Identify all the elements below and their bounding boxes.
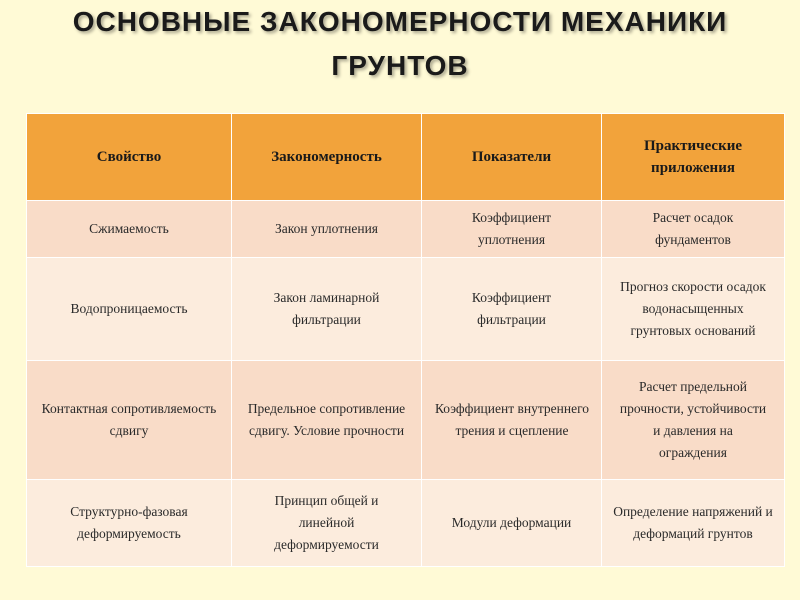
cell-indicators: Модули деформации: [422, 480, 602, 567]
header-property: Свойство: [27, 114, 232, 201]
cell-property: Структурно-фазовая деформируемость: [27, 480, 232, 567]
table-row: [27, 201, 785, 258]
cell-law: Закон уплотнения: [232, 201, 422, 258]
cell-law: Предельное сопротивление сдвигу. Условие прочности: [232, 361, 422, 480]
header-applications: Практические приложения: [602, 114, 785, 201]
table-row: [27, 258, 785, 361]
cell-law: Принцип общей и линейной деформируемости: [232, 480, 422, 567]
cell-property: Водопроницаемость: [27, 258, 232, 361]
cell-applications: Расчет осадок фундаментов: [602, 201, 785, 258]
soil-mechanics-table: [26, 113, 785, 567]
slide-title-line-2: ГРУНТОВ: [331, 50, 469, 81]
cell-indicators: Коэффициент фильтрации: [422, 258, 602, 361]
cell-property: Сжимаемость: [27, 201, 232, 258]
cell-applications: Определение напряжений и деформаций грунтов: [602, 480, 785, 567]
header-indicators: Показатели: [422, 114, 602, 201]
cell-law: Закон ламинарной фильтрации: [232, 258, 422, 361]
cell-property: Контактная сопротивляемость сдвигу: [27, 361, 232, 480]
header-law: Закономерность: [232, 114, 422, 201]
slide-title-line-1: ОСНОВНЫЕ ЗАКОНОМЕРНОСТИ МЕХАНИКИ: [72, 6, 728, 37]
cell-applications: Расчет предельной прочности, устойчивости и давления на ограждения: [602, 361, 785, 480]
table-row: [27, 361, 785, 480]
cell-indicators: Коэффициент внутреннего трения и сцепление: [422, 361, 602, 480]
table-header-row: [27, 114, 785, 201]
cell-indicators: Коэффициент уплотнения: [422, 201, 602, 258]
cell-applications: Прогноз скорости осадок водонасыщенных грунтовых оснований: [602, 258, 785, 361]
table-row: [27, 480, 785, 567]
